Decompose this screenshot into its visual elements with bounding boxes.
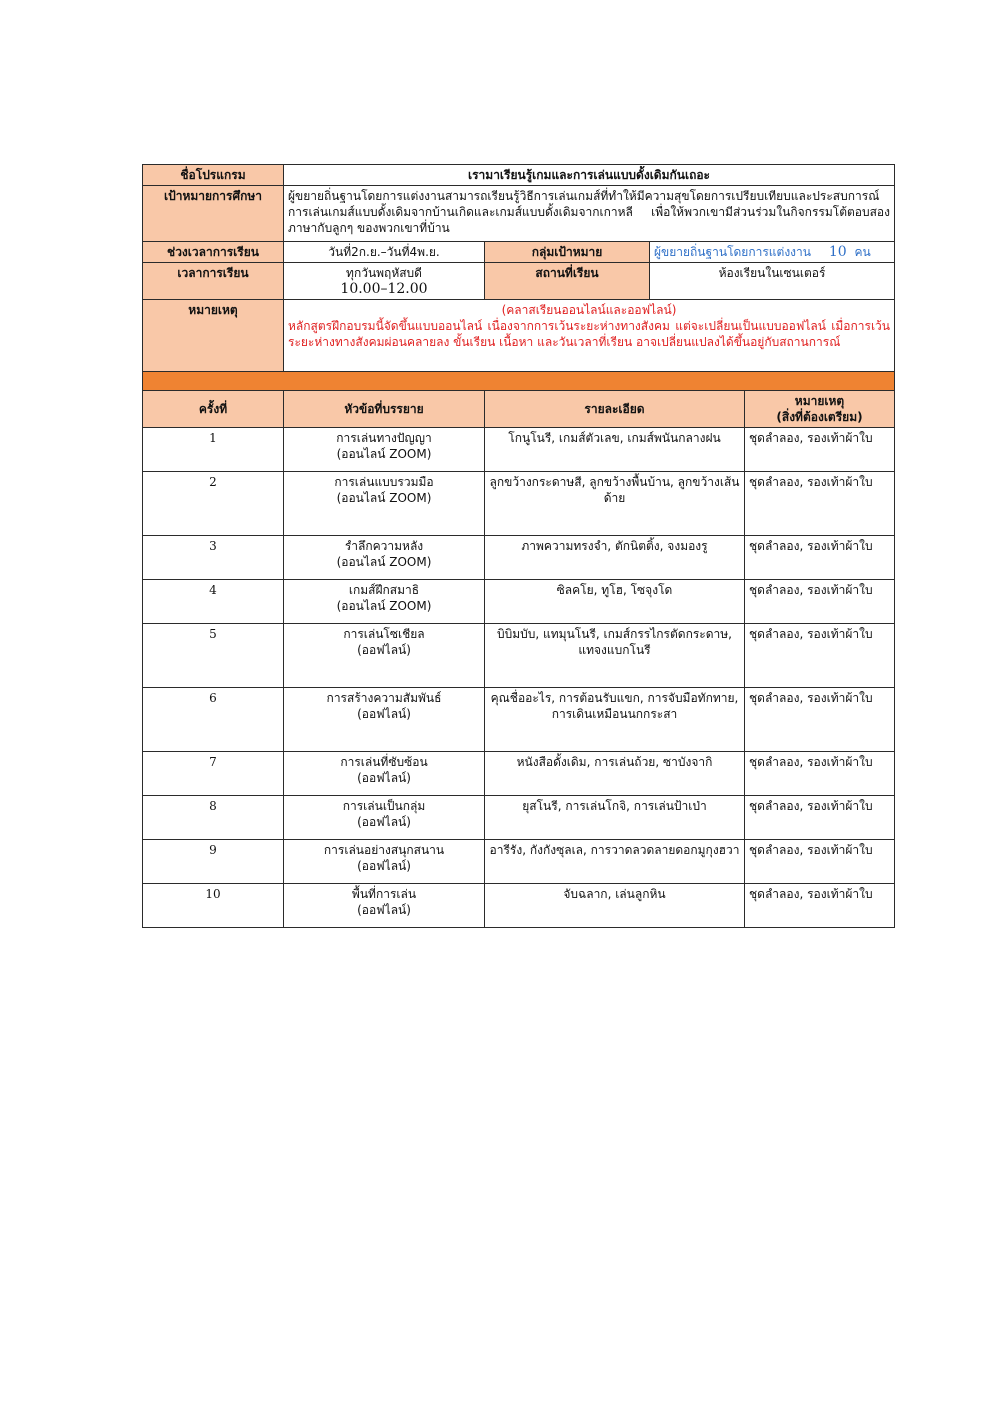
session-prep: ชุดลำลอง, รองเท้าผ้าใบ — [745, 796, 895, 840]
target-label: กลุ่มเป้าหมาย — [485, 242, 650, 263]
session-prep: ชุดลำลอง, รองเท้าผ้าใบ — [745, 428, 895, 472]
target-value — [650, 242, 895, 263]
note-text: หลักสูตรฝึกอบรมนี้จัดขึ้นแบบออนไลน์ เนื่องจากการเว้นระยะห่างทางสังคม แต่จะเปลี่ยนเป็นแบบออฟไลน์ เมื่อการเว้นระยะห่างทางสังคมผ่อนคลายลง ขั้นเรียน เนื้อหา และวันเวลาที่เรียน อาจเปลี่ยนแปลงได้ขึ้นอยู่กับสถานการณ์ — [288, 319, 890, 349]
prep-header — [745, 391, 895, 428]
topic-mode: (ออฟไลน์) — [357, 815, 411, 829]
session-number: 10 — [143, 884, 284, 928]
topic-title: การเล่นอย่างสนุกสนาน — [323, 843, 445, 857]
table-row — [143, 428, 895, 472]
topic-title: รำลึกความหลัง — [344, 539, 424, 553]
session-number: 2 — [143, 472, 284, 536]
session-detail: ลูกขว้างกระดาษสี, ลูกขว้างพื้นบ้าน, ลูกขว้างเส้นด้าย — [485, 472, 745, 536]
session-number: 7 — [143, 752, 284, 796]
table-row — [143, 840, 895, 884]
table-row — [143, 536, 895, 580]
program-label: ชื่อโปรแกรม — [143, 165, 284, 186]
session-detail: บิบิมบับ, แทมุนโนรี, เกมส์กรรไกรตัดกระดาษ, แทจงแบกโนรี — [485, 624, 745, 688]
topic-title: พื้นที่การเล่น — [351, 887, 417, 901]
target-count: 10 — [828, 244, 847, 260]
topic-title: การเล่นทางปัญญา — [336, 431, 432, 445]
time-value — [284, 263, 485, 300]
session-number: 1 — [143, 428, 284, 472]
session-number: 6 — [143, 688, 284, 752]
session-detail: หนังสือดั้งเดิม, การเล่นถ้วย, ซาบังจากิ — [485, 752, 745, 796]
prep-header-sub: (สิ่งที่ต้องเตรียม) — [776, 410, 863, 424]
session-number: 5 — [143, 624, 284, 688]
topic-title: การสร้างความสัมพันธ์ — [326, 691, 442, 705]
session-topic — [284, 840, 485, 884]
topic-mode: (ออนไลน์ ZOOM) — [336, 599, 432, 613]
session-prep: ชุดลำลอง, รองเท้าผ้าใบ — [745, 840, 895, 884]
session-detail: โกนูโนรี, เกมส์ตัวเลข, เกมส์พนันกลางฝน — [485, 428, 745, 472]
session-detail: ซิลคโย, ทูโฮ, โซจุงโด — [485, 580, 745, 624]
place-label: สถานที่เรียน — [485, 263, 650, 300]
session-detail: ภาพความทรงจำ, ตักนิตติ้ง, จงมองรู — [485, 536, 745, 580]
session-detail: ยุสโนรี, การเล่นโกจิ, การเล่นป้าเป่า — [485, 796, 745, 840]
session-prep: ชุดลำลอง, รองเท้าผ้าใบ — [745, 624, 895, 688]
topic-mode: (ออนไลน์ ZOOM) — [336, 491, 432, 505]
topic-mode: (ออฟไลน์) — [357, 859, 411, 873]
note-cell — [284, 300, 895, 372]
session-topic — [284, 796, 485, 840]
time-label: เวลาการเรียน — [143, 263, 284, 300]
target-group: ผู้ขยายถิ่นฐานโดยการแต่งงาน — [654, 245, 811, 259]
detail-header: รายละเอียด — [485, 391, 745, 428]
session-prep: ชุดลำลอง, รองเท้าผ้าใบ — [745, 688, 895, 752]
table-row — [143, 580, 895, 624]
session-detail: อารีรัง, กังกังซุลเล, การวาดลวดลายดอกมูกุงฮวา — [485, 840, 745, 884]
session-number: 4 — [143, 580, 284, 624]
session-detail: จับฉลาก, เล่นลูกหิน — [485, 884, 745, 928]
table-row — [143, 688, 895, 752]
topic-title: การเล่นโซเชียล — [343, 627, 425, 641]
schedule-body — [143, 428, 895, 928]
goal-label: เป้าหมายการศึกษา — [143, 186, 284, 242]
session-detail: คุณชื่ออะไร, การต้อนรับแขก, การจับมือทักทาย, การเดินเหมือนนกกระสา — [485, 688, 745, 752]
section-divider — [143, 372, 895, 391]
session-topic — [284, 472, 485, 536]
session-topic — [284, 884, 485, 928]
place-value: ห้องเรียนในเซนเตอร์ — [650, 263, 895, 300]
session-header: ครั้งที่ — [143, 391, 284, 428]
time-day: ทุกวันพฤหัสบดี — [346, 266, 422, 280]
topic-title: เกมส์ฝึกสมาธิ — [348, 583, 420, 597]
session-number: 3 — [143, 536, 284, 580]
topic-mode: (ออนไลน์ ZOOM) — [336, 555, 432, 569]
period-label: ช่วงเวลาการเรียน — [143, 242, 284, 263]
session-topic — [284, 536, 485, 580]
prep-header-title: หมายเหตุ — [794, 394, 845, 408]
table-row — [143, 752, 895, 796]
time-range: 10.00–12.00 — [340, 281, 428, 297]
topic-title: การเล่นที่ซับซ้อน — [340, 755, 428, 769]
period-value: วันที่2ก.ย.–วันที่4พ.ย. — [284, 242, 485, 263]
session-prep: ชุดลำลอง, รองเท้าผ้าใบ — [745, 884, 895, 928]
session-prep: ชุดลำลอง, รองเท้าผ้าใบ — [745, 580, 895, 624]
topic-header: หัวข้อที่บรรยาย — [284, 391, 485, 428]
note-label: หมายเหตุ — [143, 300, 284, 372]
session-topic — [284, 428, 485, 472]
topic-mode: (ออฟไลน์) — [357, 903, 411, 917]
note-title: (คลาสเรียนออนไลน์และออฟไลน์) — [501, 303, 677, 317]
session-number: 8 — [143, 796, 284, 840]
program-name: เรามาเรียนรู้เกมและการเล่นแบบดั้งเดิมกันเถอะ — [284, 165, 895, 186]
session-topic — [284, 580, 485, 624]
session-topic — [284, 752, 485, 796]
table-row — [143, 624, 895, 688]
topic-title: การเล่นเป็นกลุ่ม — [342, 799, 426, 813]
session-topic — [284, 624, 485, 688]
session-prep: ชุดลำลอง, รองเท้าผ้าใบ — [745, 472, 895, 536]
topic-mode: (ออฟไลน์) — [357, 707, 411, 721]
goal-text: ผู้ขยายถิ่นฐานโดยการแต่งงานสามารถเรียนรู้วิธีการเล่นเกมส์ที่ทำให้มีความสุขโดยการเปรียบเทียบและประสบการณ์การเล่นเกมส์แบบดั้งเดิมจากบ้านเกิดและเกมส์แบบดั้งเดิมจากเกาหลี เพื่อให้พวกเขามีส่วนร่วมในกิจกรรมโต้ตอบสองภาษากับลูกๆ ของพวกเขาที่บ้าน — [284, 186, 895, 242]
table-row — [143, 884, 895, 928]
topic-mode: (ออฟไลน์) — [357, 771, 411, 785]
session-number: 9 — [143, 840, 284, 884]
program-table — [142, 164, 895, 928]
session-prep: ชุดลำลอง, รองเท้าผ้าใบ — [745, 536, 895, 580]
topic-mode: (ออฟไลน์) — [357, 643, 411, 657]
target-unit: คน — [854, 245, 871, 259]
topic-mode: (ออนไลน์ ZOOM) — [336, 447, 432, 461]
table-row — [143, 472, 895, 536]
table-row — [143, 796, 895, 840]
session-prep: ชุดลำลอง, รองเท้าผ้าใบ — [745, 752, 895, 796]
topic-title: การเล่นแบบรวมมือ — [334, 475, 434, 489]
session-topic — [284, 688, 485, 752]
